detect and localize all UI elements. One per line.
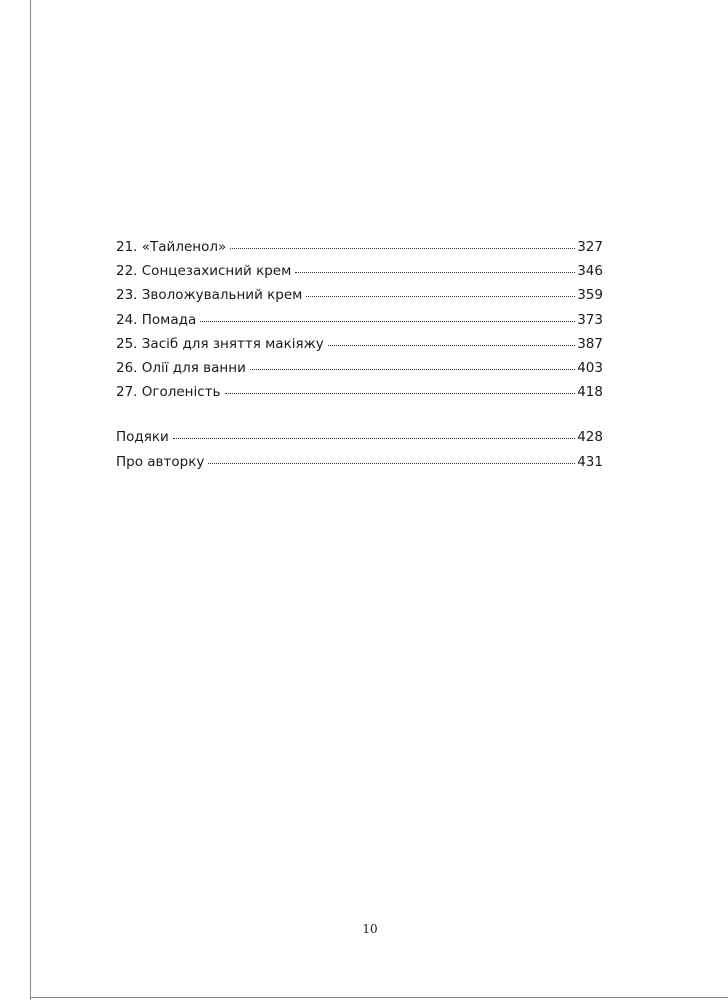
toc-entry-page: 403 (577, 359, 603, 376)
dot-leader (295, 271, 575, 273)
page-number: 10 (362, 922, 378, 936)
toc-entry-title: Про авторку (116, 453, 205, 470)
toc-entry (116, 235, 603, 259)
dot-leader (230, 247, 575, 249)
toc-entry-page: 373 (577, 311, 603, 328)
toc-entry-title: 21. «Тайленол» (116, 239, 227, 255)
toc-entry-title: 26. Олії для ванни (116, 359, 246, 376)
page-left-edge (30, 0, 31, 1000)
toc-entry-title: 24. Помада (116, 311, 197, 328)
dot-leader (200, 320, 575, 322)
dot-leader (306, 295, 575, 297)
toc-entry-title: 27. Оголеність (116, 384, 221, 401)
page-bottom-edge (30, 997, 728, 998)
toc-entry (116, 283, 603, 307)
toc-entry-title: Подяки (116, 429, 169, 446)
dot-leader (250, 368, 575, 370)
toc-entry-page: 359 (577, 287, 603, 304)
toc-entry (116, 380, 603, 404)
dot-leader (208, 462, 575, 464)
toc-entry (116, 332, 603, 356)
toc-entry-page: 346 (577, 263, 603, 280)
toc-entry (116, 259, 603, 283)
toc-entry-page: 327 (577, 239, 603, 255)
toc-chapters (116, 235, 603, 404)
dot-leader (225, 392, 576, 394)
toc-entry-page: 418 (577, 384, 603, 401)
dot-leader (173, 437, 575, 439)
dot-leader (328, 344, 575, 346)
toc-entry (116, 356, 603, 380)
toc-entry-page: 428 (577, 429, 603, 446)
toc-entry-title: 22. Сонцезахисний крем (116, 263, 292, 280)
toc-entry (116, 425, 603, 449)
table-of-contents (116, 235, 603, 474)
toc-entry-title: 23. Зволожувальний крем (116, 287, 303, 304)
toc-entry-title: 25. Засіб для зняття макіяжу (116, 335, 324, 352)
toc-entry (116, 308, 603, 332)
toc-back-matter (116, 425, 603, 473)
toc-entry (116, 450, 603, 474)
toc-entry-page: 431 (577, 453, 603, 470)
toc-entry-page: 387 (577, 335, 603, 352)
